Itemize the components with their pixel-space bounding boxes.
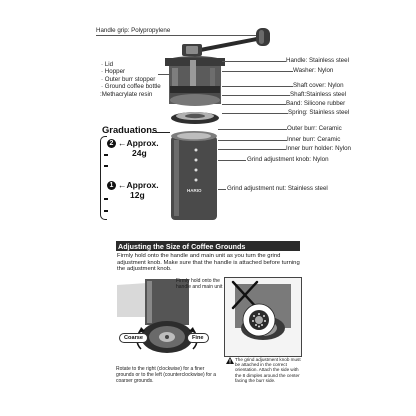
caption-rotation: Rotate to the right (clockwise) for a finer grounds or to the left (counterclockwise) for a coarser grounds. xyxy=(116,366,217,384)
graduations-title: Graduations xyxy=(102,124,158,135)
graduation-number-1: 1 xyxy=(107,181,116,190)
leader-inner-burr xyxy=(218,140,287,141)
leader-handle xyxy=(222,61,286,62)
label-inner-burr: Inner burr: Ceramic xyxy=(287,136,341,143)
label-grind-knob: Grind adjustment knob: Nylon xyxy=(247,156,329,163)
graduation-approx-2: ←Approx. xyxy=(118,138,159,148)
label-lid: · Lid xyxy=(101,61,114,68)
warning-icon xyxy=(226,357,234,364)
leader-shaft xyxy=(222,95,290,96)
brand-mark: HARIO xyxy=(187,188,202,193)
label-outer-burr-stopper: · Outer burr stopper xyxy=(101,75,156,83)
leader-washer xyxy=(222,71,293,72)
leader-shaft-cover xyxy=(222,86,293,87)
label-washer: Washer: Nylon xyxy=(293,67,334,74)
label-handle-grip: Handle grip: Polypropylene xyxy=(96,27,171,34)
fine-tag: Fine xyxy=(187,333,209,343)
label-spring: Spring: Stainless steel xyxy=(288,109,350,116)
graduations-leader xyxy=(152,132,170,133)
label-shaft-cover: Shaft cover: Nylon xyxy=(293,82,344,89)
label-outer-burr: Outer burr: Ceramic xyxy=(287,125,342,132)
graduation-approx-1: ←Approx. xyxy=(118,180,159,190)
warning-text: The grind adjustment knob must be attached in the correct orientation. Attach the side with the 8 dimples around the center facing the burr side. xyxy=(235,357,301,383)
grad-tick xyxy=(104,210,108,212)
section-title: Adjusting the Size of Coffee Grounds xyxy=(118,241,246,251)
graduations-bracket xyxy=(100,136,107,220)
leader-outer-burr xyxy=(218,129,287,130)
label-shaft: Shaft:Stainless steel xyxy=(290,91,347,98)
label-ground-coffee-bottle: · Ground coffee bottle xyxy=(101,83,161,91)
leader-spring xyxy=(222,113,288,114)
label-methacrylate-resin: :Methacrylate resin xyxy=(100,90,153,98)
label-inner-burr-holder: Inner burr holder: Nylon xyxy=(286,145,352,152)
coarse-tag: Coarse xyxy=(119,333,148,343)
graduation-number-2: 2 xyxy=(107,139,116,148)
label-handle: Handle: Stainless steel xyxy=(286,57,349,64)
graduation-weight-2: 24g xyxy=(132,147,147,158)
leader-left-group xyxy=(158,74,170,75)
label-hopper: · Hopper xyxy=(101,68,126,76)
grad-tick xyxy=(104,154,108,156)
label-band: Band: Silicone rubber xyxy=(286,100,346,107)
photo-knob-orientation xyxy=(224,277,302,357)
grad-tick xyxy=(104,198,108,200)
section-paragraph: Firmly hold onto the handle and main unit as you turn the grind adjustment knob. Make sure that the handle is attached before turning the adjustment knob. xyxy=(117,253,300,273)
leader-grind-knob xyxy=(218,160,246,161)
leader-grind-nut xyxy=(218,189,226,190)
hold-note: Firmly hold onto the handle and main unit xyxy=(176,278,223,290)
grad-tick xyxy=(104,165,108,167)
label-grind-nut: Grind adjustment nut: Stainless steel xyxy=(227,185,328,192)
leader-band xyxy=(222,104,286,105)
graduation-weight-1: 12g xyxy=(130,189,145,200)
leader-inner-burr-holder xyxy=(218,149,286,150)
hold-note-leader xyxy=(162,283,175,284)
